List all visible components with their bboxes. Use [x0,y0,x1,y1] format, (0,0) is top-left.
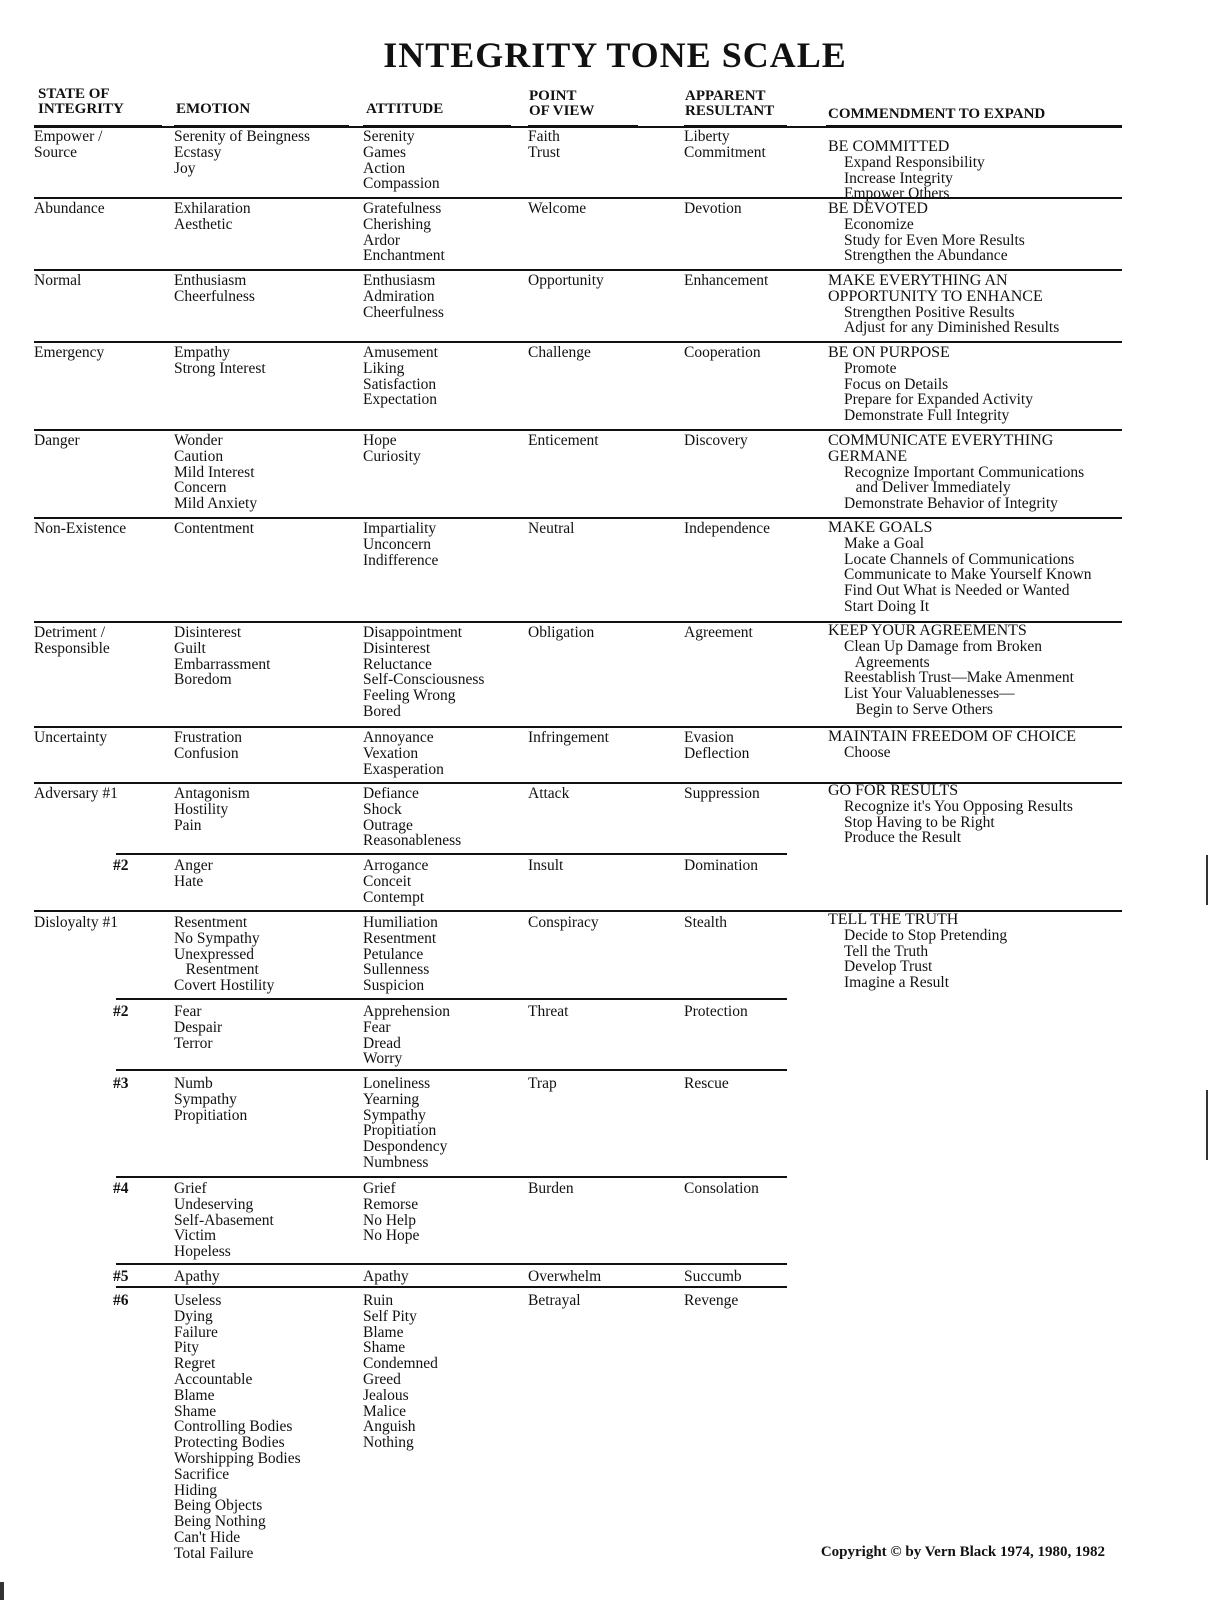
commendment-step: Increase Integrity [844,169,953,187]
header-divider [826,125,1122,127]
commendment-block [828,201,1025,264]
commendment-step: Economize [844,215,914,233]
commendment-step: Strengthen Positive Results [844,303,1015,321]
commendment-step: Expand Responsibility [844,153,985,171]
row-divider [116,1069,787,1071]
point-of-view-cell: Betrayal [528,1292,581,1309]
commendment-step: Find Out What is Needed or Wanted [844,582,1070,600]
emotion-cell: Apathy [174,1268,220,1285]
header-divider [174,125,349,127]
commendment-title: BE COMMITTED [828,138,950,155]
point-of-view-cell: Faith Trust [528,128,561,161]
attitude-cell: Defiance Shock Outrage Reasonableness [363,785,462,850]
point-of-view-cell: Trap [528,1075,557,1092]
attitude-cell: Ruin Self Pity Blame Shame Condemned Greed Jealous Malice Anguish Nothing [363,1292,438,1452]
apparent-resultant-cell: Stealth [684,914,728,931]
emotion-cell: Disinterest Guilt Embarrassment Boredom [174,624,271,689]
commendment-step: Adjust for any Diminished Results [844,319,1060,337]
attitude-cell: Serenity Games Action Compassion [363,128,440,193]
emotion-cell: Contentment [174,520,255,537]
point-of-view-cell: Infringement [528,729,609,746]
emotion-cell: Empathy Strong Interest [174,344,266,377]
commendment-step: Produce the Result [844,829,962,847]
row-divider [116,1263,787,1265]
commendment-step: Promote [844,359,897,377]
commendment-title: MAINTAIN FREEDOM OF CHOICE [828,728,1077,745]
copyright-notice: Copyright © by Vern Black 1974, 1980, 1982 [820,1544,1105,1560]
commendment-step: Strengthen the Abundance [844,247,1008,265]
commendment-step: Make a Goal [844,534,925,552]
commendment-block [828,783,1073,846]
header-state: STATE OF INTEGRITY [38,86,124,117]
commendment-step: Empower Others [844,185,950,203]
apparent-resultant-cell: Liberty Commitment [684,128,766,161]
point-of-view-cell: Overwhelm [528,1268,602,1285]
emotion-cell: Numb Sympathy Propitiation [174,1075,248,1124]
emotion-cell: Resentment No Sympathy Unexpressed Resentment Covert Hostility [174,914,275,995]
emotion-cell: Fear Despair Terror [174,1003,223,1052]
commendment-step: Locate Channels of Communications [844,550,1075,568]
apparent-resultant-cell: Independence [684,520,771,537]
commendment-block [828,273,1059,336]
state-of-integrity: Abundance [34,200,105,217]
attitude-cell: Grief Remorse No Help No Hope [363,1180,420,1245]
row-divider [34,429,1122,431]
attitude-cell: Amusement Liking Satisfaction Expectation [363,344,438,409]
attitude-cell: Enthusiasm Admiration Cheerfulness [363,272,444,321]
row-divider [116,853,787,855]
attitude-cell: Impartiality Unconcern Indifference [363,520,439,569]
apparent-resultant-cell: Discovery [684,432,748,449]
state-of-integrity: Danger [34,432,80,449]
attitude-cell: Hope Curiosity [363,432,421,465]
commendment-block [828,912,1007,991]
header-apparent-resultant: APPARENT RESULTANT [685,88,775,119]
attitude-cell: Arrogance Conceit Contempt [363,857,429,906]
attitude-cell: Humiliation Resentment Petulance Sullenness Suspicion [363,914,438,995]
commendment-step: Develop Trust [844,958,933,976]
commendment-title: MAKE EVERYTHING AN OPPORTUNITY TO ENHANCE [828,272,1043,305]
state-of-integrity: #2 [113,1003,129,1020]
emotion-cell: Antagonism Hostility Pain [174,785,250,834]
point-of-view-cell: Obligation [528,624,595,641]
row-divider [116,1176,787,1178]
commendment-title: BE ON PURPOSE [828,344,950,361]
commendment-block [828,345,1033,424]
attitude-cell: Apprehension Fear Dread Worry [363,1003,450,1068]
commendment-block [828,139,985,202]
emotion-cell: Serenity of Beingness Ecstasy Joy [174,128,311,177]
point-of-view-cell: Neutral [528,520,575,537]
point-of-view-cell: Conspiracy [528,914,599,931]
apparent-resultant-cell: Revenge [684,1292,739,1309]
apparent-resultant-cell: Succumb [684,1268,742,1285]
apparent-resultant-cell: Devotion [684,200,742,217]
state-of-integrity: Empower / Source [34,128,103,161]
point-of-view-cell: Enticement [528,432,599,449]
state-of-integrity: Normal [34,272,82,289]
state-of-integrity: #3 [113,1075,129,1092]
apparent-resultant-cell: Suppression [684,785,760,802]
emotion-cell: Wonder Caution Mild Interest Concern Mild Anxiety [174,432,258,513]
commendment-step: Tell the Truth [844,942,929,960]
header-divider [528,125,638,127]
scan-edge-mark [1206,1090,1208,1160]
apparent-resultant-cell: Agreement [684,624,753,641]
point-of-view-cell: Welcome [528,200,587,217]
scan-edge-mark [0,1582,4,1600]
attitude-cell: Loneliness Yearning Sympathy Propitiation Despondency Numbness [363,1075,448,1171]
emotion-cell: Exhilaration Aesthetic [174,200,251,233]
commendment-step: Recognize Important Communications and Deliver Immediately [844,463,1085,497]
commendment-step: Demonstrate Full Integrity [844,407,1010,425]
commendment-step: Imagine a Result [844,974,950,992]
attitude-cell: Apathy [363,1268,409,1285]
attitude-cell: Gratefulness Cherishing Ardor Enchantment [363,200,445,265]
state-of-integrity: Disloyalty #1 [34,914,118,931]
commendment-block [828,520,1092,615]
commendment-title: KEEP YOUR AGREEMENTS [828,622,1027,639]
emotion-cell: Grief Undeserving Self-Abasement Victim Hopeless [174,1180,274,1261]
header-commendment: COMMENDMENT TO EXPAND [828,106,1046,122]
point-of-view-cell: Threat [528,1003,569,1020]
header-divider [684,125,787,127]
point-of-view-cell: Challenge [528,344,591,361]
commendment-step: Demonstrate Behavior of Integrity [844,495,1058,513]
commendment-step: Stop Having to be Right [844,813,995,831]
commendment-step: Reestablish Trust—Make Amenment [844,669,1074,687]
emotion-cell: Frustration Confusion [174,729,243,762]
commendment-step: Focus on Details [844,375,949,393]
apparent-resultant-cell: Enhancement [684,272,769,289]
commendment-step: Prepare for Expanded Activity [844,391,1033,409]
state-of-integrity: #2 [113,857,129,874]
commendment-block [828,623,1074,718]
apparent-resultant-cell: Rescue [684,1075,729,1092]
state-of-integrity: #4 [113,1180,129,1197]
state-of-integrity: Adversary #1 [34,785,118,802]
row-divider [116,1286,787,1288]
row-divider [116,998,787,1000]
commendment-step: Start Doing It [844,597,930,615]
commendment-step: Clean Up Damage from Broken Agreements [844,637,1042,671]
commendment-title: MAKE GOALS [828,519,933,536]
point-of-view-cell: Opportunity [528,272,604,289]
commendment-title: GO FOR RESULTS [828,782,959,799]
commendment-step: Choose [844,743,891,761]
commendment-title: BE DEVOTED [828,200,928,217]
commendment-title: COMMUNICATE EVERYTHING GERMANE [828,432,1054,465]
state-of-integrity: #5 [113,1268,129,1285]
point-of-view-cell: Attack [528,785,570,802]
commendment-block [828,729,1076,761]
attitude-cell: Disappointment Disinterest Reluctance Self-Consciousness Feeling Wrong Bored [363,624,485,720]
state-of-integrity: Non-Existence [34,520,127,537]
commendment-step: Recognize it's You Opposing Results [844,797,1073,815]
header-divider [34,125,162,127]
emotion-cell: Useless Dying Failure Pity Regret Accountable Blame Shame Controlling Bodies Protecting Bodies Worshipping Bodies Sacrifice Hiding Being Objects Being Nothing Can't Hide Total Failure [174,1292,301,1562]
row-divider [34,517,1122,519]
state-of-integrity: Uncertainty [34,729,108,746]
header-attitude: ATTITUDE [366,101,444,117]
apparent-resultant-cell: Consolation [684,1180,759,1197]
header-point-of-view: POINT OF VIEW [529,88,595,119]
apparent-resultant-cell: Cooperation [684,344,761,361]
apparent-resultant-cell: Domination [684,857,759,874]
commendment-block [828,433,1084,512]
commendment-step: Study for Even More Results [844,231,1025,249]
attitude-cell: Annoyance Vexation Exasperation [363,729,444,778]
apparent-resultant-cell: Evasion Deflection [684,729,750,762]
header-divider [363,125,511,127]
row-divider [34,341,1122,343]
commendment-step: Decide to Stop Pretending [844,926,1008,944]
page-title: INTEGRITY TONE SCALE [383,35,847,75]
commendment-step: Communicate to Make Yourself Known [844,566,1092,584]
state-of-integrity: Detriment / Responsible [34,624,110,657]
scan-edge-mark [1206,855,1208,905]
commendment-title: TELL THE TRUTH [828,911,959,928]
state-of-integrity: #6 [113,1292,129,1309]
apparent-resultant-cell: Protection [684,1003,748,1020]
header-emotion: EMOTION [176,101,251,117]
emotion-cell: Enthusiasm Cheerfulness [174,272,255,305]
state-of-integrity: Emergency [34,344,105,361]
point-of-view-cell: Burden [528,1180,574,1197]
commendment-step: List Your Valuablenesses— Begin to Serve Others [844,685,1015,718]
row-divider [34,269,1122,271]
point-of-view-cell: Insult [528,857,564,874]
emotion-cell: Anger Hate [174,857,213,890]
